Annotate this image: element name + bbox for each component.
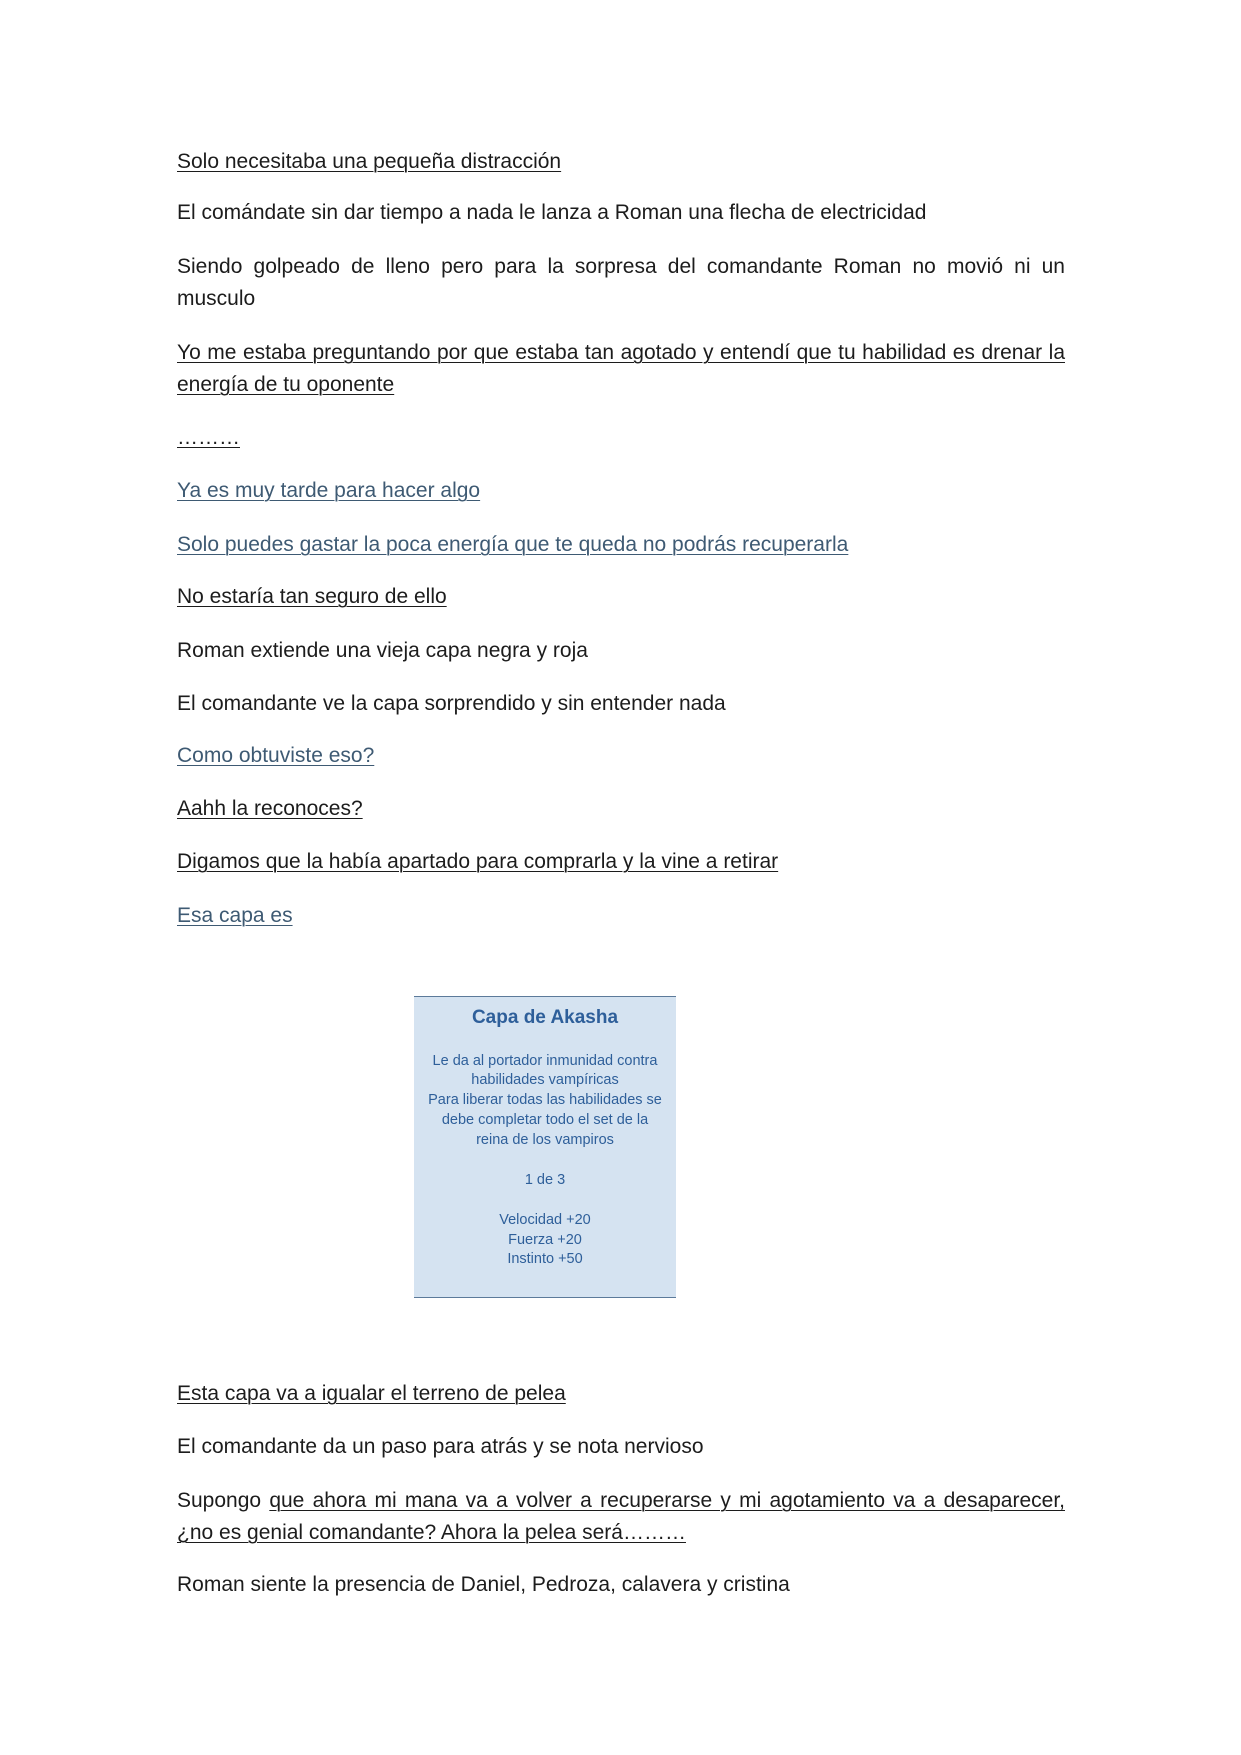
item-card-stat: Velocidad +20 xyxy=(499,1212,591,1228)
paragraph-13: Digamos que la había apartado para comprarla y la vine a retirar xyxy=(177,850,779,873)
item-card-line: debe completar todo el set de la xyxy=(441,1112,649,1128)
paragraph-ellipsis: ……… xyxy=(177,426,240,449)
paragraph-15: Esta capa va a igualar el terreno de pelea xyxy=(177,1382,566,1405)
paragraph-2: El comándate sin dar tiempo a nada le lanza a Roman una flecha de electricidad xyxy=(177,201,927,224)
item-card xyxy=(414,996,676,1298)
paragraph-3: Siendo golpeado de lleno pero para la sorpresa del comandante Roman no movió ni un musculo xyxy=(177,255,1065,310)
item-card-line: Le da al portador inmunidad contra xyxy=(432,1053,658,1069)
paragraph-18: Roman siente la presencia de Daniel, Pedroza, calavera y cristina xyxy=(177,1573,790,1596)
paragraph-11: Como obtuviste eso? xyxy=(177,744,375,767)
paragraph-17-lead: Supongo xyxy=(177,1489,270,1512)
item-card-stat: Fuerza +20 xyxy=(508,1232,582,1248)
paragraph-8: No estaría tan seguro de ello xyxy=(177,585,447,608)
item-card-set-count: 1 de 3 xyxy=(524,1172,566,1188)
paragraph-9: Roman extiende una vieja capa negra y roja xyxy=(177,639,588,662)
paragraph-10: El comandante ve la capa sorprendido y sin entender nada xyxy=(177,692,726,715)
paragraph-7: Solo puedes gastar la poca energía que te queda no podrás recuperarla xyxy=(177,533,849,556)
paragraph-14: Esa capa es xyxy=(177,904,293,927)
paragraph-1: Solo necesitaba una pequeña distracción xyxy=(177,150,562,173)
paragraph-4: Yo me estaba preguntando por que estaba tan agotado y entendí que tu habilidad es drenar la energía de tu oponente xyxy=(177,341,1065,396)
paragraph-17 xyxy=(177,1485,1065,1549)
paragraph-17-underlined: que ahora mi mana va a volver a recuperarse y mi agotamiento va a desaparecer, ¿no es genial comandante? Ahora la pelea será……… xyxy=(177,1489,1065,1544)
paragraph-6: Ya es muy tarde para hacer algo xyxy=(177,479,481,502)
item-card-stat: Instinto +50 xyxy=(507,1251,583,1267)
paragraph-16: El comandante da un paso para atrás y se nota nervioso xyxy=(177,1435,704,1458)
item-card-line: reina de los vampiros xyxy=(476,1132,614,1148)
paragraph-12: Aahh la reconoces? xyxy=(177,797,363,820)
item-card-line: habilidades vampíricas xyxy=(471,1072,619,1088)
item-card-line: Para liberar todas las habilidades se xyxy=(428,1092,662,1108)
item-card-title: Capa de Akasha xyxy=(471,1007,619,1028)
